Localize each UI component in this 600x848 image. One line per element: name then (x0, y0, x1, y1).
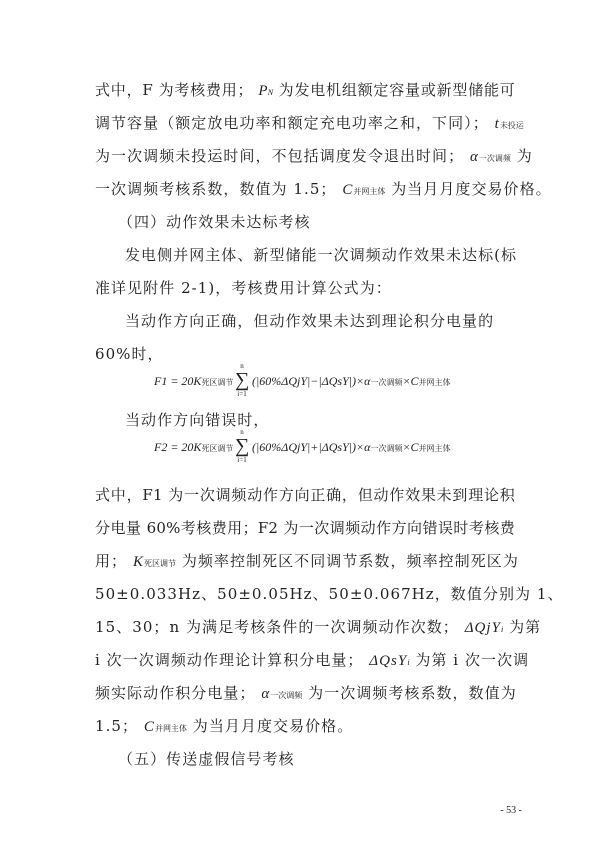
paragraph-line: 频实际动作积分电量； α一次调频 为一次调频考核系数，数值为 (95, 684, 517, 702)
paragraph-line: 50±0.033Hz、50±0.05Hz、50±0.067Hz，数值分别为 1、 (95, 585, 564, 603)
paragraph-line: 15、30；n 为满足考核条件的一次调频动作次数； ΔQjYi 为第 (95, 618, 542, 636)
page-number: - 53 - (500, 805, 522, 816)
section-heading: （五）传送虚假信号考核 (118, 750, 295, 768)
paragraph-line: 准详见附件 2-1)，考核费用计算公式为： (95, 279, 392, 297)
paragraph-line: i 次一次调频动作理论计算积分电量； ΔQsYi 为第 i 次一次调 (95, 651, 530, 669)
paragraph-line: 调节容量（额定放电功率和额定充电功率之和，下同）； t未投运 (95, 114, 524, 132)
paragraph-line: 一次调频考核系数，数值为 1.5； C并网主体 为当月月度交易价格。 (95, 180, 552, 198)
formula-f1: F1 = 20K死区调节 n ∑ i=1 (|60%ΔQjY|−|ΔQsY|)×α一次调频×C并网主体 (154, 362, 451, 398)
paragraph-line: 为一次调频未投运时间，不包括调度发令退出时间； α一次调频 为 (95, 147, 533, 165)
paragraph-line: 60%时， (95, 345, 164, 363)
paragraph-line: 1.5； C并网主体 为当月月度交易价格。 (95, 717, 354, 735)
paragraph-line: 发电侧并网主体、新型储能一次调频动作效果未达标(标 (125, 246, 518, 264)
paragraph-line: 分电量 60%考核费用；F2 为一次调频动作方向错误时考核费 (95, 519, 515, 537)
formula-f2: F2 = 20K死区调节 n ∑ i=1 (|60%ΔQjY|+|ΔQsY|)×α一次调频×C并网主体 (154, 428, 451, 464)
section-heading: （四）动作效果未达标考核 (118, 213, 311, 231)
paragraph-line: 式中，F 为考核费用； PN 为发电机组额定容量或新型储能可 (95, 81, 516, 99)
paragraph-line: 式中，F1 为一次调频动作方向正确，但动作效果未到理论积 (95, 486, 515, 504)
paragraph-line: 当动作方向错误时， (125, 411, 270, 429)
paragraph-line: 当动作方向正确，但动作效果未达到理论积分电量的 (125, 312, 495, 330)
sigma-symbol: n ∑ i=1 (235, 428, 250, 464)
paragraph-line: 用； K死区调节 为频率控制死区不同调节系数，频率控制死区为 (95, 552, 519, 570)
sigma-symbol: n ∑ i=1 (235, 362, 250, 398)
